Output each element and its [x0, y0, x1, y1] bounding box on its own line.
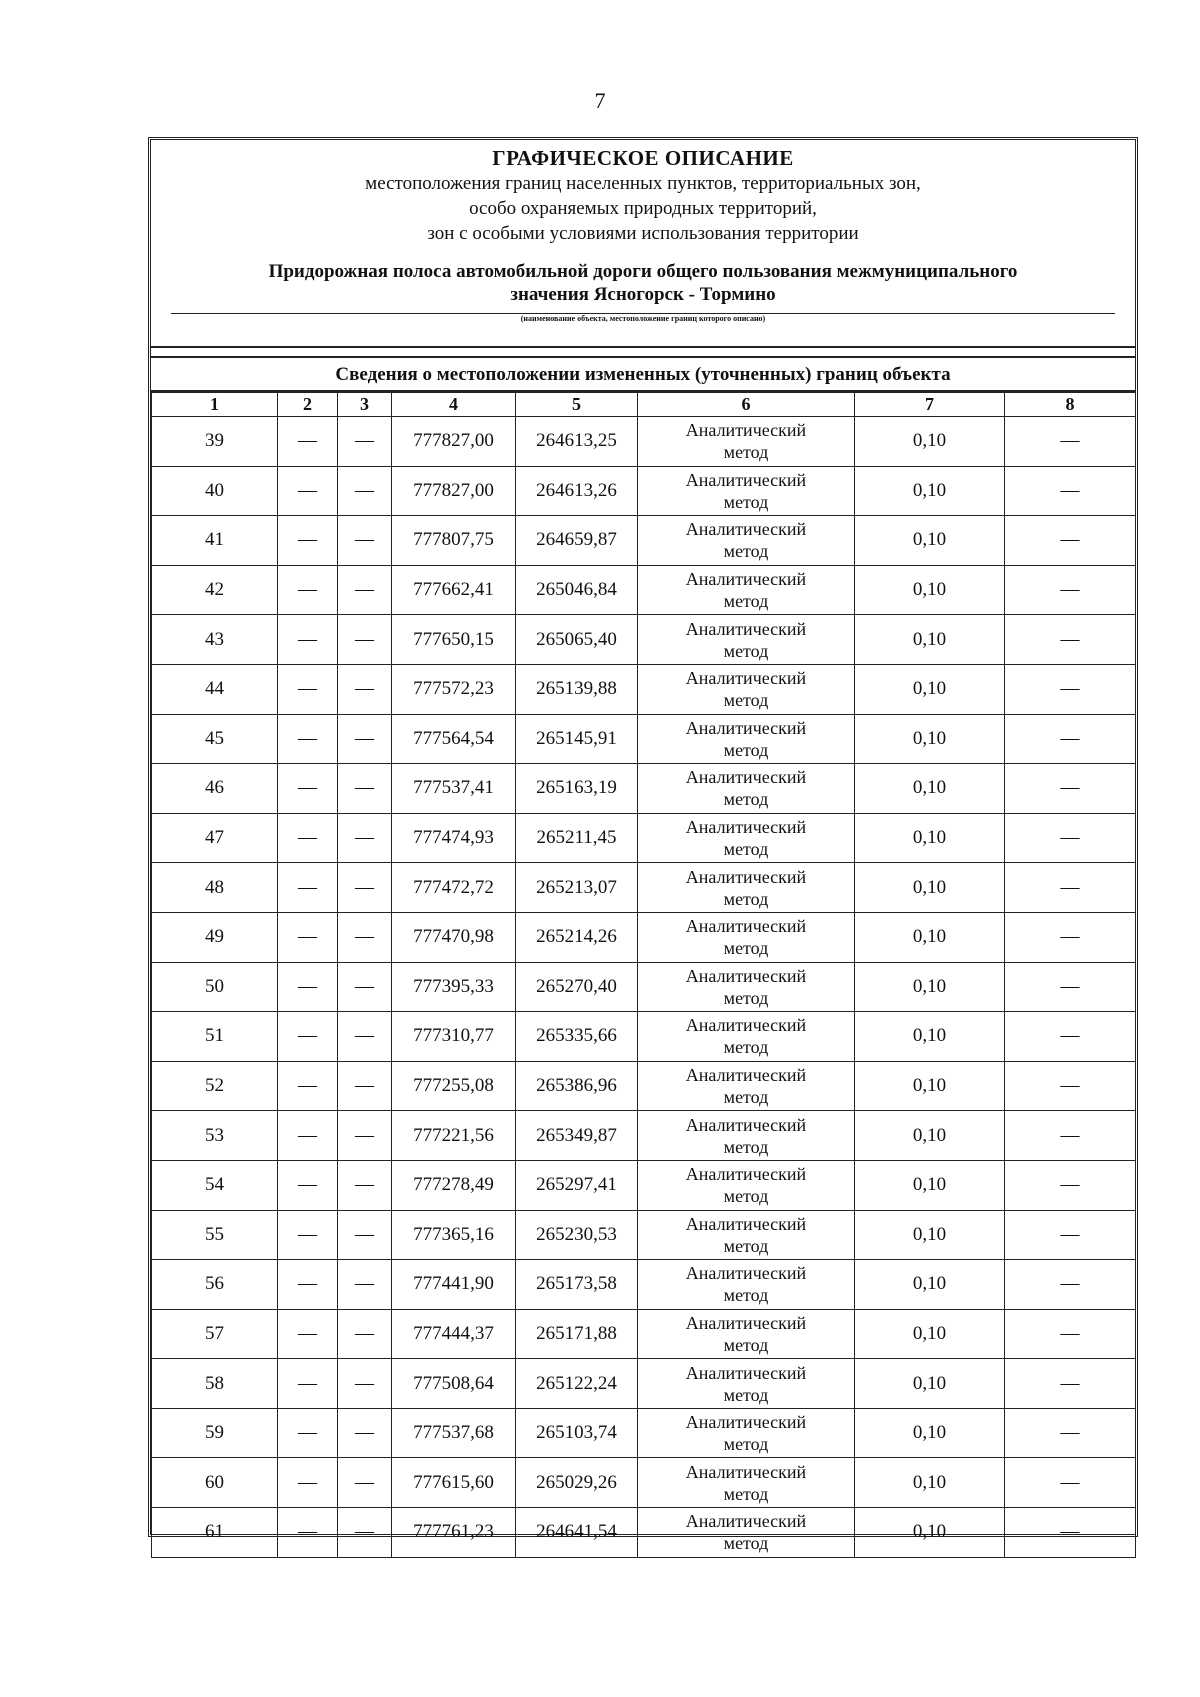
method-line: Аналитический — [685, 668, 807, 689]
y-coordinate-cell: 265211,45 — [516, 813, 638, 863]
point-number-cell: 40 — [152, 466, 278, 516]
method-cell — [638, 1458, 855, 1508]
column-3-cell: — — [338, 1012, 392, 1062]
x-coordinate-cell: 777615,60 — [392, 1458, 516, 1508]
column-8-cell: — — [1005, 1359, 1136, 1409]
column-header: 7 — [855, 393, 1005, 417]
table-row — [152, 417, 1136, 467]
x-coordinate-cell: 777441,90 — [392, 1260, 516, 1310]
column-2-cell: — — [278, 466, 338, 516]
method-line: метод — [723, 690, 769, 711]
column-8-cell: — — [1005, 714, 1136, 764]
column-2-cell: — — [278, 1160, 338, 1210]
point-number-cell: 47 — [152, 813, 278, 863]
column-3-cell: — — [338, 1408, 392, 1458]
table-row — [152, 1458, 1136, 1508]
point-number-cell: 61 — [152, 1508, 278, 1558]
method-cell — [638, 1309, 855, 1359]
method-cell — [638, 565, 855, 615]
method-line: Аналитический — [685, 1461, 807, 1482]
column-2-cell: — — [278, 1359, 338, 1409]
x-coordinate-cell: 777807,75 — [392, 516, 516, 566]
point-number-cell: 43 — [152, 615, 278, 665]
accuracy-cell: 0,10 — [855, 863, 1005, 913]
column-8-cell: — — [1005, 1260, 1136, 1310]
method-cell — [638, 466, 855, 516]
method-cell — [638, 1160, 855, 1210]
y-coordinate-cell: 265139,88 — [516, 664, 638, 714]
y-coordinate-cell: 264659,87 — [516, 516, 638, 566]
method-line: метод — [723, 888, 769, 909]
column-2-cell: — — [278, 664, 338, 714]
method-line: Аналитический — [685, 1164, 807, 1185]
method-cell — [638, 764, 855, 814]
table-row — [152, 1260, 1136, 1310]
y-coordinate-cell: 264613,26 — [516, 466, 638, 516]
column-8-cell: — — [1005, 1012, 1136, 1062]
x-coordinate-cell: 777278,49 — [392, 1160, 516, 1210]
column-8-cell: — — [1005, 764, 1136, 814]
method-cell — [638, 1012, 855, 1062]
y-coordinate-cell: 265029,26 — [516, 1458, 638, 1508]
method-cell — [638, 962, 855, 1012]
column-2-cell: — — [278, 1210, 338, 1260]
point-number-cell: 57 — [152, 1309, 278, 1359]
method-line: Аналитический — [685, 767, 807, 788]
column-8-cell: — — [1005, 912, 1136, 962]
x-coordinate-cell: 777444,37 — [392, 1309, 516, 1359]
method-cell — [638, 516, 855, 566]
column-8-cell: — — [1005, 1458, 1136, 1508]
y-coordinate-cell: 265335,66 — [516, 1012, 638, 1062]
method-line: Аналитический — [685, 1114, 807, 1135]
column-2-cell: — — [278, 813, 338, 863]
method-cell — [638, 1260, 855, 1310]
document-frame — [148, 137, 1138, 1554]
column-3-cell: — — [338, 813, 392, 863]
accuracy-cell: 0,10 — [855, 764, 1005, 814]
table-row — [152, 1408, 1136, 1458]
column-3-cell: — — [338, 1309, 392, 1359]
subtitle-line: местоположения границ населенных пунктов, территориальных зон, — [365, 173, 921, 194]
column-2-cell: — — [278, 1012, 338, 1062]
column-8-cell: — — [1005, 863, 1136, 913]
method-line: метод — [723, 1384, 769, 1405]
method-cell — [638, 1408, 855, 1458]
column-8-cell: — — [1005, 466, 1136, 516]
column-2-cell: — — [278, 764, 338, 814]
table-row — [152, 714, 1136, 764]
point-number-cell: 58 — [152, 1359, 278, 1409]
accuracy-cell: 0,10 — [855, 1111, 1005, 1161]
method-line: метод — [723, 1037, 769, 1058]
method-line: Аналитический — [685, 717, 807, 738]
method-line: метод — [723, 1087, 769, 1108]
method-line: метод — [723, 442, 769, 463]
method-line: метод — [723, 938, 769, 959]
column-3-cell: — — [338, 714, 392, 764]
point-number-cell: 53 — [152, 1111, 278, 1161]
x-coordinate-cell: 777221,56 — [392, 1111, 516, 1161]
table-row — [152, 1359, 1136, 1409]
method-line: метод — [723, 789, 769, 810]
x-coordinate-cell: 777255,08 — [392, 1061, 516, 1111]
column-header: 5 — [516, 393, 638, 417]
x-coordinate-cell: 777470,98 — [392, 912, 516, 962]
method-line: Аналитический — [685, 1065, 807, 1086]
method-cell — [638, 863, 855, 913]
table-row — [152, 615, 1136, 665]
x-coordinate-cell: 777564,54 — [392, 714, 516, 764]
method-cell — [638, 615, 855, 665]
column-header: 2 — [278, 393, 338, 417]
x-coordinate-cell: 777662,41 — [392, 565, 516, 615]
column-2-cell: — — [278, 565, 338, 615]
x-coordinate-cell: 777827,00 — [392, 466, 516, 516]
column-2-cell: — — [278, 1260, 338, 1310]
x-coordinate-cell: 777827,00 — [392, 417, 516, 467]
y-coordinate-cell: 265297,41 — [516, 1160, 638, 1210]
method-line: Аналитический — [685, 1362, 807, 1383]
y-coordinate-cell: 265349,87 — [516, 1111, 638, 1161]
y-coordinate-cell: 265163,19 — [516, 764, 638, 814]
x-coordinate-cell: 777474,93 — [392, 813, 516, 863]
accuracy-cell: 0,10 — [855, 1012, 1005, 1062]
accuracy-cell: 0,10 — [855, 1160, 1005, 1210]
table-row — [152, 764, 1136, 814]
column-2-cell: — — [278, 1508, 338, 1558]
table-row — [152, 1111, 1136, 1161]
column-8-cell: — — [1005, 1309, 1136, 1359]
y-coordinate-cell: 264641,54 — [516, 1508, 638, 1558]
point-number-cell: 60 — [152, 1458, 278, 1508]
point-number-cell: 59 — [152, 1408, 278, 1458]
object-name-line: Придорожная полоса автомобильной дороги общего пользования межмуниципального — [268, 261, 1018, 282]
table-row — [152, 962, 1136, 1012]
column-3-cell: — — [338, 1210, 392, 1260]
table-row — [152, 1508, 1136, 1558]
method-line: Аналитический — [685, 420, 807, 441]
method-line: Аналитический — [685, 519, 807, 540]
method-line: Аналитический — [685, 1263, 807, 1284]
table-row — [152, 912, 1136, 962]
table-row — [152, 466, 1136, 516]
method-cell — [638, 813, 855, 863]
column-2-cell: — — [278, 1458, 338, 1508]
point-number-cell: 50 — [152, 962, 278, 1012]
column-header: 1 — [152, 393, 278, 417]
method-line: метод — [723, 1334, 769, 1355]
column-8-cell: — — [1005, 962, 1136, 1012]
method-line: метод — [723, 1285, 769, 1306]
accuracy-cell: 0,10 — [855, 565, 1005, 615]
y-coordinate-cell: 265230,53 — [516, 1210, 638, 1260]
column-3-cell: — — [338, 1061, 392, 1111]
method-line: метод — [723, 1533, 769, 1554]
table-header-row — [152, 393, 1136, 417]
column-3-cell: — — [338, 417, 392, 467]
column-2-cell: — — [278, 417, 338, 467]
page-number: 7 — [594, 88, 606, 113]
column-3-cell: — — [338, 1359, 392, 1409]
method-line: метод — [723, 491, 769, 512]
accuracy-cell: 0,10 — [855, 664, 1005, 714]
section-title: Сведения о местоположении измененных (уточненных) границ объекта — [151, 356, 1135, 392]
y-coordinate-cell: 265171,88 — [516, 1309, 638, 1359]
x-coordinate-cell: 777761,23 — [392, 1508, 516, 1558]
y-coordinate-cell: 265214,26 — [516, 912, 638, 962]
x-coordinate-cell: 777537,68 — [392, 1408, 516, 1458]
point-number-cell: 39 — [152, 417, 278, 467]
point-number-cell: 45 — [152, 714, 278, 764]
accuracy-cell: 0,10 — [855, 1061, 1005, 1111]
method-line: метод — [723, 1186, 769, 1207]
method-cell — [638, 714, 855, 764]
method-cell — [638, 1061, 855, 1111]
column-8-cell: — — [1005, 1508, 1136, 1558]
column-8-cell: — — [1005, 417, 1136, 467]
table-row — [152, 516, 1136, 566]
column-8-cell: — — [1005, 1111, 1136, 1161]
table-row — [152, 1012, 1136, 1062]
method-line: метод — [723, 987, 769, 1008]
y-coordinate-cell: 264613,25 — [516, 417, 638, 467]
y-coordinate-cell: 265046,84 — [516, 565, 638, 615]
x-coordinate-cell: 777650,15 — [392, 615, 516, 665]
column-2-cell: — — [278, 863, 338, 913]
x-coordinate-cell: 777310,77 — [392, 1012, 516, 1062]
column-header: 6 — [638, 393, 855, 417]
column-2-cell: — — [278, 1111, 338, 1161]
column-2-cell: — — [278, 1061, 338, 1111]
method-cell — [638, 1111, 855, 1161]
method-line: Аналитический — [685, 817, 807, 838]
document-title: ГРАФИЧЕСКОЕ ОПИСАНИЕ — [492, 146, 794, 170]
column-header: 8 — [1005, 393, 1136, 417]
column-3-cell: — — [338, 664, 392, 714]
method-cell — [638, 1210, 855, 1260]
table-body — [152, 417, 1136, 1558]
method-line: метод — [723, 1235, 769, 1256]
table-row — [152, 863, 1136, 913]
y-coordinate-cell: 265213,07 — [516, 863, 638, 913]
column-3-cell: — — [338, 516, 392, 566]
column-3-cell: — — [338, 1458, 392, 1508]
y-coordinate-cell: 265145,91 — [516, 714, 638, 764]
method-line: метод — [723, 739, 769, 760]
column-header: 3 — [338, 393, 392, 417]
y-coordinate-cell: 265173,58 — [516, 1260, 638, 1310]
point-number-cell: 46 — [152, 764, 278, 814]
method-line: метод — [723, 541, 769, 562]
table-row — [152, 565, 1136, 615]
method-line: Аналитический — [685, 916, 807, 937]
method-line: метод — [723, 839, 769, 860]
method-line: метод — [723, 1483, 769, 1504]
column-8-cell: — — [1005, 1160, 1136, 1210]
accuracy-cell: 0,10 — [855, 962, 1005, 1012]
method-line: Аналитический — [685, 1511, 807, 1532]
column-8-cell: — — [1005, 813, 1136, 863]
accuracy-cell: 0,10 — [855, 1458, 1005, 1508]
column-8-cell: — — [1005, 565, 1136, 615]
accuracy-cell: 0,10 — [855, 1210, 1005, 1260]
x-coordinate-cell: 777395,33 — [392, 962, 516, 1012]
method-cell — [638, 1508, 855, 1558]
column-3-cell: — — [338, 1260, 392, 1310]
accuracy-cell: 0,10 — [855, 714, 1005, 764]
column-3-cell: — — [338, 962, 392, 1012]
method-cell — [638, 664, 855, 714]
point-number-cell: 52 — [152, 1061, 278, 1111]
table-row — [152, 664, 1136, 714]
point-number-cell: 54 — [152, 1160, 278, 1210]
method-line: Аналитический — [685, 1015, 807, 1036]
column-3-cell: — — [338, 764, 392, 814]
column-3-cell: — — [338, 912, 392, 962]
accuracy-cell: 0,10 — [855, 1309, 1005, 1359]
column-3-cell: — — [338, 1111, 392, 1161]
column-2-cell: — — [278, 516, 338, 566]
x-coordinate-cell: 777365,16 — [392, 1210, 516, 1260]
method-line: Аналитический — [685, 1213, 807, 1234]
object-name-line: значения Ясногорск - Тормино — [510, 284, 776, 305]
y-coordinate-cell: 265270,40 — [516, 962, 638, 1012]
accuracy-cell: 0,10 — [855, 1508, 1005, 1558]
table-row — [152, 813, 1136, 863]
column-3-cell: — — [338, 1160, 392, 1210]
point-number-cell: 55 — [152, 1210, 278, 1260]
method-cell — [638, 912, 855, 962]
column-3-cell: — — [338, 565, 392, 615]
method-line: Аналитический — [685, 469, 807, 490]
y-coordinate-cell: 265103,74 — [516, 1408, 638, 1458]
column-8-cell: — — [1005, 664, 1136, 714]
object-name — [151, 260, 1135, 306]
column-3-cell: — — [338, 1508, 392, 1558]
column-2-cell: — — [278, 962, 338, 1012]
column-8-cell: — — [1005, 516, 1136, 566]
object-caption: (наименование объекта, местоположение границ которого описано) — [520, 314, 766, 323]
point-number-cell: 41 — [152, 516, 278, 566]
y-coordinate-cell: 265386,96 — [516, 1061, 638, 1111]
accuracy-cell: 0,10 — [855, 615, 1005, 665]
method-line: Аналитический — [685, 569, 807, 590]
column-2-cell: — — [278, 1408, 338, 1458]
subtitle-line: зон с особыми условиями использования территории — [427, 223, 859, 244]
accuracy-cell: 0,10 — [855, 417, 1005, 467]
point-number-cell: 51 — [152, 1012, 278, 1062]
column-8-cell: — — [1005, 1408, 1136, 1458]
column-3-cell: — — [338, 863, 392, 913]
method-line: Аналитический — [685, 1312, 807, 1333]
x-coordinate-cell: 777508,64 — [392, 1359, 516, 1409]
accuracy-cell: 0,10 — [855, 912, 1005, 962]
column-8-cell: — — [1005, 1210, 1136, 1260]
table-row — [152, 1061, 1136, 1111]
column-2-cell: — — [278, 615, 338, 665]
point-number-cell: 42 — [152, 565, 278, 615]
method-cell — [638, 1359, 855, 1409]
accuracy-cell: 0,10 — [855, 1260, 1005, 1310]
x-coordinate-cell: 777537,41 — [392, 764, 516, 814]
column-8-cell: — — [1005, 615, 1136, 665]
method-line: Аналитический — [685, 1412, 807, 1433]
point-number-cell: 56 — [152, 1260, 278, 1310]
accuracy-cell: 0,10 — [855, 1408, 1005, 1458]
x-coordinate-cell: 777472,72 — [392, 863, 516, 913]
table-row — [152, 1309, 1136, 1359]
y-coordinate-cell: 265122,24 — [516, 1359, 638, 1409]
table-row — [152, 1160, 1136, 1210]
point-number-cell: 49 — [152, 912, 278, 962]
column-3-cell: — — [338, 615, 392, 665]
method-line: метод — [723, 1136, 769, 1157]
point-number-cell: 48 — [152, 863, 278, 913]
method-line: метод — [723, 1434, 769, 1455]
coordinates-table — [151, 392, 1136, 1558]
method-line: Аналитический — [685, 965, 807, 986]
column-2-cell: — — [278, 912, 338, 962]
column-2-cell: — — [278, 1309, 338, 1359]
accuracy-cell: 0,10 — [855, 1359, 1005, 1409]
column-header: 4 — [392, 393, 516, 417]
point-number-cell: 44 — [152, 664, 278, 714]
column-3-cell: — — [338, 466, 392, 516]
accuracy-cell: 0,10 — [855, 466, 1005, 516]
y-coordinate-cell: 265065,40 — [516, 615, 638, 665]
method-cell — [638, 417, 855, 467]
column-8-cell: — — [1005, 1061, 1136, 1111]
method-line: Аналитический — [685, 866, 807, 887]
method-line: метод — [723, 640, 769, 661]
accuracy-cell: 0,10 — [855, 813, 1005, 863]
x-coordinate-cell: 777572,23 — [392, 664, 516, 714]
method-line: Аналитический — [685, 618, 807, 639]
column-2-cell: — — [278, 714, 338, 764]
table-row — [152, 1210, 1136, 1260]
method-line: метод — [723, 591, 769, 612]
accuracy-cell: 0,10 — [855, 516, 1005, 566]
subtitle-line: особо охраняемых природных территорий, — [469, 198, 817, 219]
document-header — [151, 146, 1135, 348]
